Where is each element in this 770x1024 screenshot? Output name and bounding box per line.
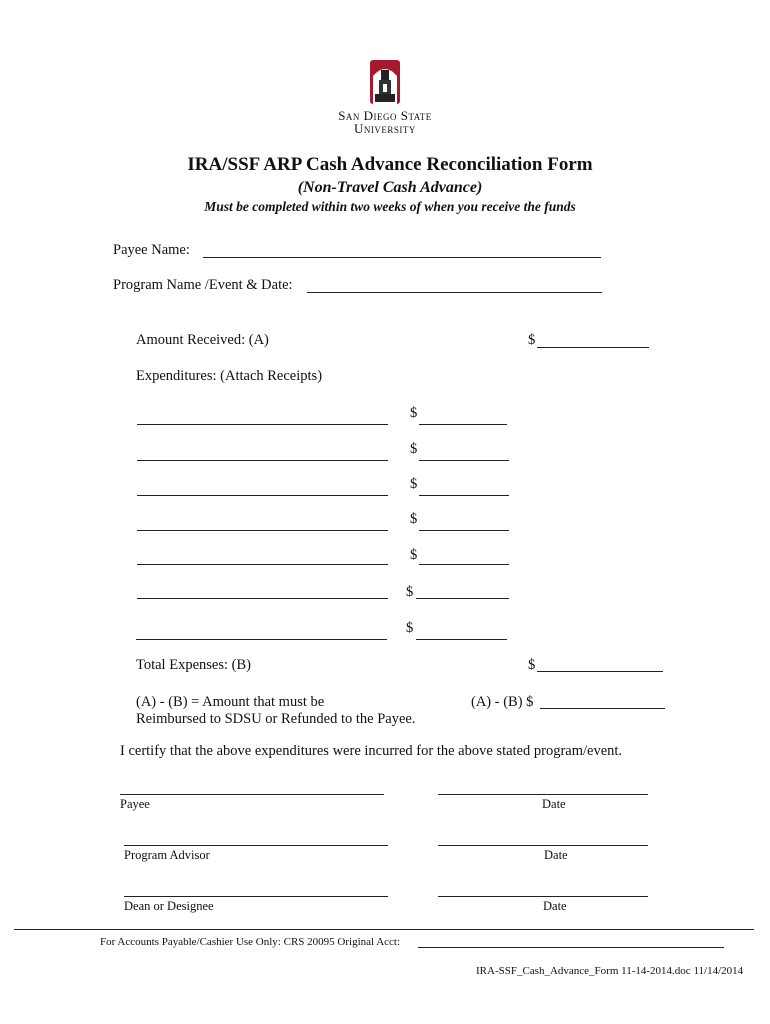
expenditure-amount-field[interactable]	[419, 424, 507, 425]
expenditure-amount-field[interactable]	[416, 598, 509, 599]
university-name	[300, 109, 470, 135]
original-acct-field[interactable]	[418, 947, 724, 948]
expenditures-label: Expenditures: (Attach Receipts)	[136, 368, 323, 384]
expenditure-dollar: $	[410, 476, 418, 492]
payee-date-label: Date	[542, 797, 566, 811]
amount-received-dollar: $	[528, 332, 536, 348]
expenditure-amount-field[interactable]	[419, 530, 509, 531]
difference-label-line1: (A) - (B) = Amount that must be	[136, 694, 325, 710]
footer-divider	[14, 929, 754, 930]
difference-right-label: (A) - (B) $	[471, 694, 534, 710]
payee-name-field[interactable]	[203, 257, 601, 258]
total-expenses-dollar: $	[528, 657, 536, 673]
university-line1: San Diego State	[338, 108, 432, 123]
sdsu-logo	[369, 58, 401, 106]
page-title: IRA/SSF ARP Cash Advance Reconciliation Form	[187, 154, 593, 175]
expenditure-dollar: $	[406, 620, 414, 636]
expenditure-description-field[interactable]	[137, 564, 388, 565]
expenditure-amount-field[interactable]	[416, 639, 507, 640]
page-subtitle: (Non-Travel Cash Advance)	[297, 179, 483, 196]
payee-date-field[interactable]	[438, 794, 648, 795]
advisor-date-label: Date	[544, 848, 568, 862]
expenditure-amount-field[interactable]	[419, 495, 509, 496]
payee-signature-field[interactable]	[120, 794, 384, 795]
expenditure-description-field[interactable]	[137, 495, 388, 496]
expenditure-dollar: $	[410, 405, 418, 421]
amount-received-field[interactable]	[537, 347, 649, 348]
total-expenses-field[interactable]	[537, 671, 663, 672]
dean-date-label: Date	[543, 899, 567, 913]
expenditure-description-field[interactable]	[137, 598, 388, 599]
expenditure-amount-field[interactable]	[419, 564, 509, 565]
dean-signature-label: Dean or Designee	[124, 899, 214, 913]
expenditure-dollar: $	[410, 441, 418, 457]
expenditure-dollar: $	[410, 547, 418, 563]
deadline-note: Must be completed within two weeks of when you receive the funds	[204, 199, 576, 214]
accounts-payable-label: For Accounts Payable/Cashier Use Only: CRS 20095 Original Acct:	[100, 936, 401, 948]
payee-signature-label: Payee	[120, 797, 150, 811]
expenditure-dollar: $	[406, 584, 414, 600]
difference-label-line2: Reimbursed to SDSU or Refunded to the Payee.	[136, 711, 416, 727]
dean-signature-field[interactable]	[124, 896, 388, 897]
document-reference: IRA-SSF_Cash_Advance_Form 11-14-2014.doc 11/14/2014	[476, 965, 744, 977]
advisor-signature-label: Program Advisor	[124, 848, 210, 862]
payee-name-label: Payee Name:	[113, 242, 190, 258]
certification-statement: I certify that the above expenditures were incurred for the above stated program/event.	[120, 743, 623, 759]
university-line2: University	[354, 121, 416, 136]
advisor-signature-field[interactable]	[124, 845, 388, 846]
program-label: Program Name /Event & Date:	[113, 277, 293, 293]
dean-date-field[interactable]	[438, 896, 648, 897]
expenditure-description-field[interactable]	[137, 460, 388, 461]
total-expenses-label: Total Expenses: (B)	[136, 657, 251, 673]
advisor-date-field[interactable]	[438, 845, 648, 846]
expenditure-description-field[interactable]	[136, 639, 387, 640]
expenditure-amount-field[interactable]	[419, 460, 509, 461]
sdsu-seal-icon	[369, 58, 401, 106]
expenditure-dollar: $	[410, 511, 418, 527]
program-field[interactable]	[307, 292, 602, 293]
expenditure-description-field[interactable]	[137, 530, 388, 531]
difference-field[interactable]	[540, 708, 665, 709]
amount-received-label: Amount Received: (A)	[136, 332, 269, 348]
expenditure-description-field[interactable]	[137, 424, 388, 425]
